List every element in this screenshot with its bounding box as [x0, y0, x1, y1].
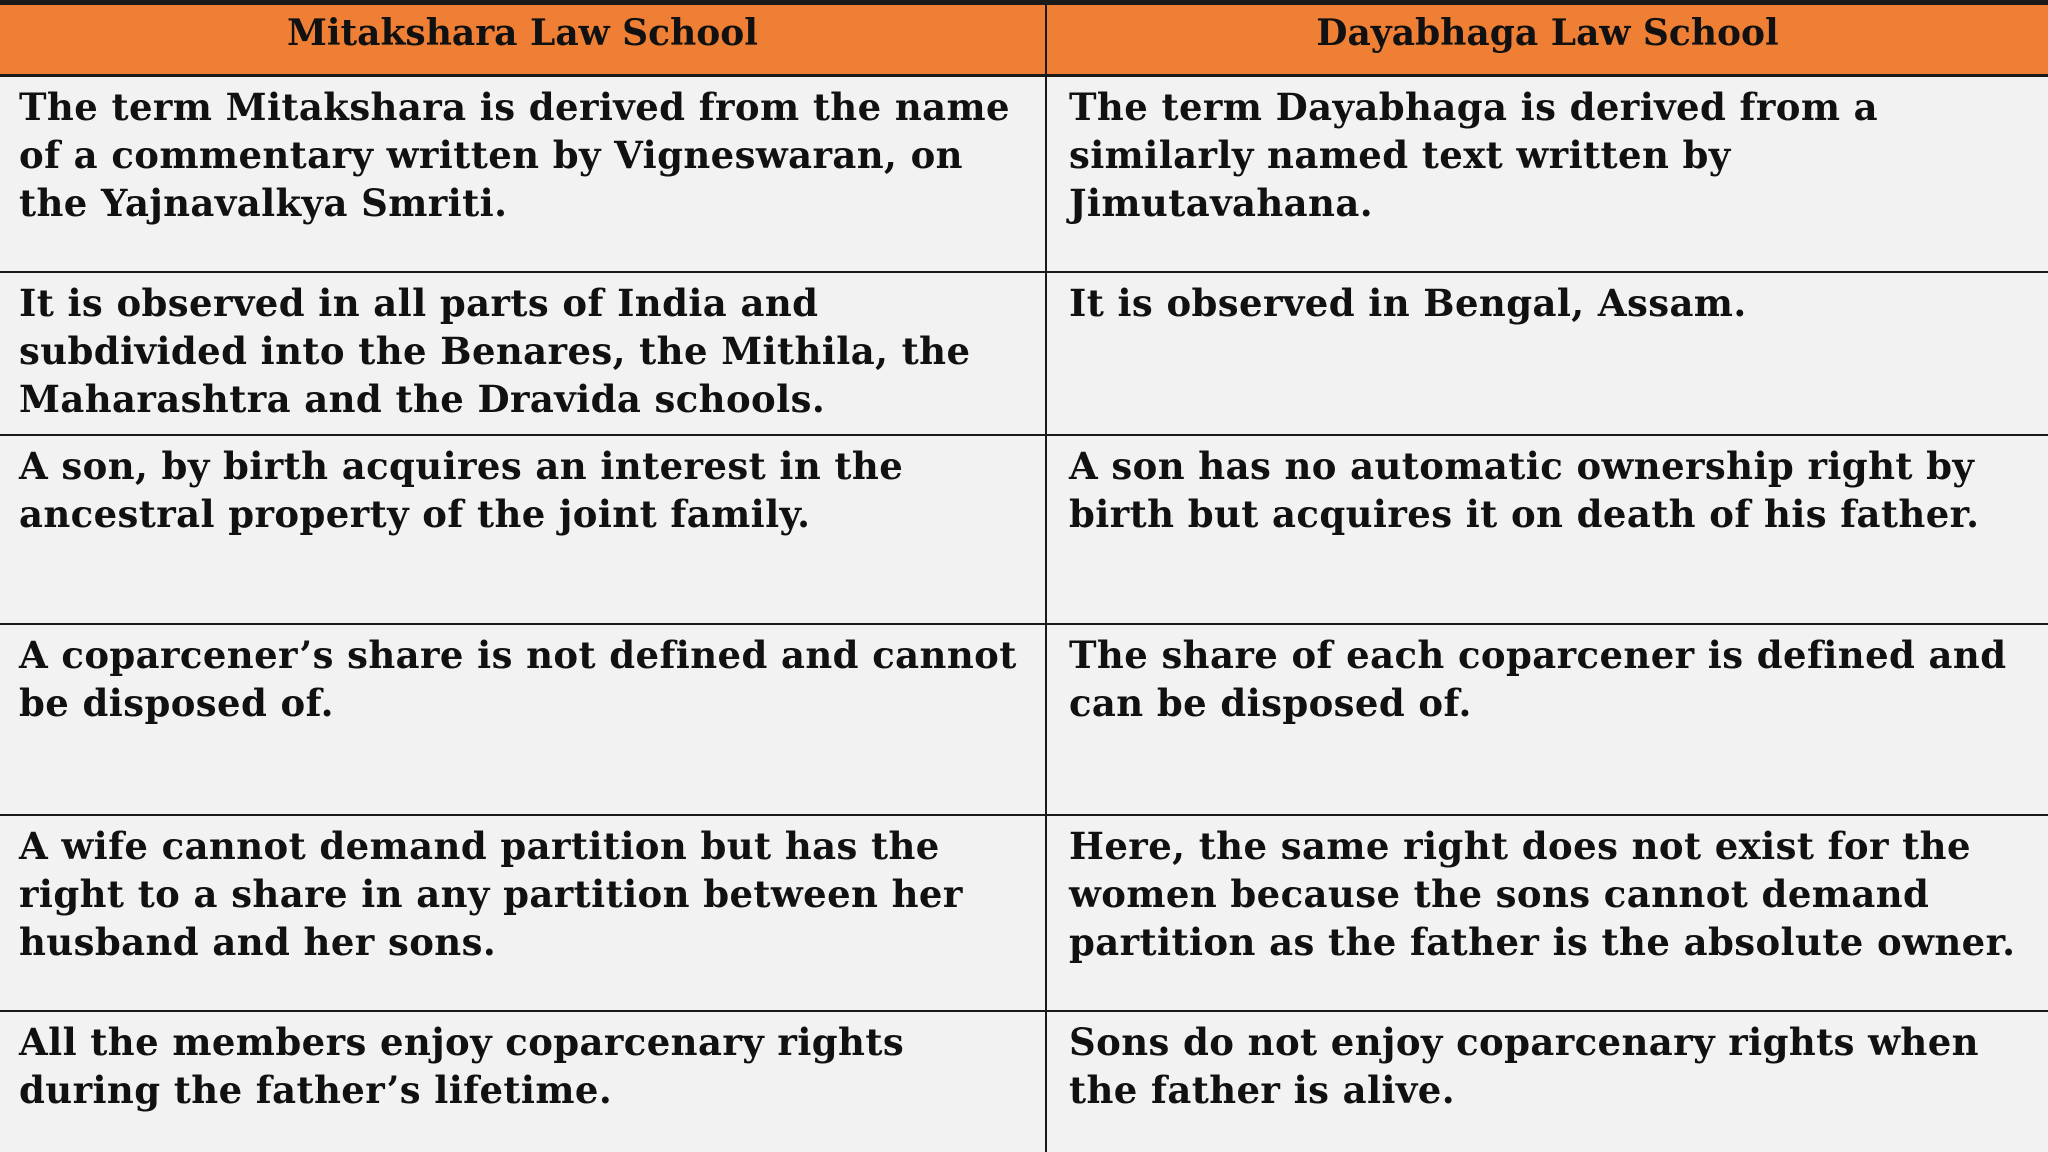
mitakshara-cell: A son, by birth acquires an interest in the ancestral property of the joint family. [0, 435, 1046, 624]
mitakshara-cell: It is observed in all parts of India and subdivided into the Benares, the Mithila, the Maharashtra and the Dravida schools. [0, 272, 1046, 435]
dayabhaga-cell: A son has no automatic ownership right by birth but acquires it on death of his father. [1046, 435, 2048, 624]
column-header-mitakshara: Mitakshara Law School [0, 5, 1046, 75]
mitakshara-cell: A wife cannot demand partition but has the right to a share in any partition between her husband and her sons. [0, 815, 1046, 1011]
mitakshara-cell: All the members enjoy coparcenary rights during the father’s lifetime. [0, 1011, 1046, 1152]
column-header-dayabhaga: Dayabhaga Law School [1046, 5, 2048, 75]
dayabhaga-cell: The term Dayabhaga is derived from a similarly named text written by Jimutavahana. [1046, 75, 2048, 272]
table-header [0, 5, 2048, 75]
table-body [0, 75, 2048, 1152]
dayabhaga-cell: The share of each coparcener is defined and can be disposed of. [1046, 624, 2048, 815]
table-row [0, 1011, 2048, 1152]
dayabhaga-cell: It is observed in Bengal, Assam. [1046, 272, 2048, 435]
table-row [0, 815, 2048, 1011]
dayabhaga-cell: Sons do not enjoy coparcenary rights when the father is alive. [1069, 1020, 1979, 1112]
table-row [0, 435, 2048, 624]
comparison-table [0, 5, 2048, 1152]
mitakshara-cell: A coparcener’s share is not defined and cannot be disposed of. [0, 624, 1046, 815]
header-row [0, 5, 2048, 75]
dayabhaga-cell: Here, the same right does not exist for the women because the sons cannot demand partition as the father is the absolute owner. [1046, 815, 2048, 1011]
mitakshara-cell: The term Mitakshara is derived from the name of a commentary written by Vigneswaran, on the Yajnavalkya Smriti. [0, 75, 1046, 272]
table-row [0, 624, 2048, 815]
table-row [0, 75, 2048, 272]
table-row [0, 272, 2048, 435]
